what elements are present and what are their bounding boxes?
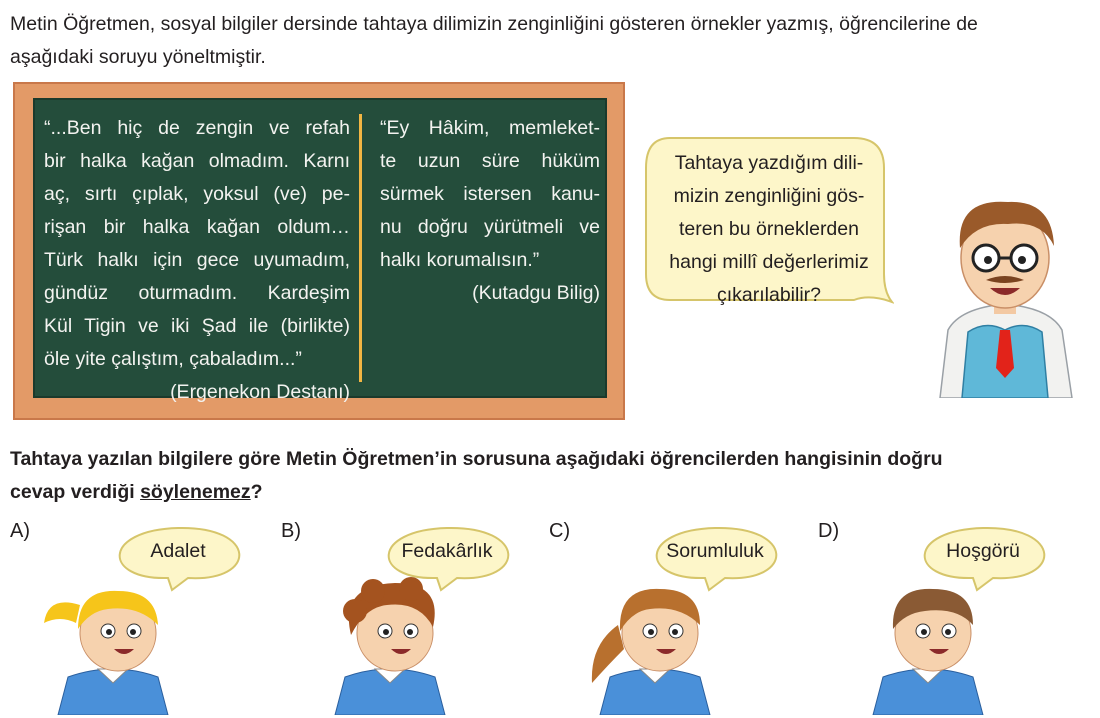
student-d-illustration (853, 565, 1003, 715)
board-divider (359, 114, 362, 382)
question-mark: ? (250, 481, 263, 503)
option-b-letter[interactable]: B) (281, 520, 301, 542)
quote-line: sürmek istersen kanu- (380, 183, 600, 205)
quote-line: bir halka kağan olmadım. Karnı (44, 150, 350, 172)
bubble-line: mizin zenginliğini gös- (673, 185, 865, 207)
chalkboard (33, 98, 607, 403)
quote-line: halkı korumalısın.” (380, 249, 540, 271)
student-b-illustration (315, 565, 465, 715)
student-a-illustration (38, 565, 188, 715)
quote-line: Türk halkı için gece uyumadım, (44, 249, 350, 271)
option-d-letter[interactable]: D) (818, 520, 840, 542)
question-line-1: Tahtaya yazılan bilgilere göre Metin Öğretmen’in sorusuna aşağıdaki öğrencilerden hangisinin doğru (10, 448, 943, 470)
intro-text (10, 8, 1095, 74)
quote-line: aç, sırtı çıplak, yoksul (ve) pe- (44, 183, 350, 205)
quote-line: nu doğru yürütmeli ve (380, 216, 600, 238)
quote-line: gündüz oturmadım. Kardeşim (44, 282, 350, 304)
quote-line: te uzun süre hüküm (380, 150, 600, 172)
question-text (10, 443, 1095, 509)
quote-line: Kül Tigin ve iki Şad ile (birlikte) (44, 315, 350, 337)
question-line-2: cevap verdiği (10, 481, 141, 503)
quote-line: öle yite çalıştım, çabaladım...” (44, 348, 302, 370)
quote-source: (Ergenekon Destanı) (170, 381, 350, 403)
option-c-answer: Sorumluluk (666, 540, 764, 562)
bubble-line: çıkarılabilir? (716, 284, 822, 306)
option-b-answer: Fedakârlık (401, 540, 493, 562)
option-a-letter[interactable]: A) (10, 520, 30, 542)
bubble-line: Tahtaya yazdığım dili- (674, 152, 864, 174)
bubble-line: hangi millî değerlerimiz (669, 251, 869, 273)
kutadgu-quote (380, 112, 600, 310)
intro-line-2: aşağıdaki soruyu yöneltmiştir. (10, 46, 266, 68)
option-c-letter[interactable]: C) (549, 520, 571, 542)
quote-source: (Kutadgu Bilig) (472, 282, 600, 304)
question-negative: söylenemez (140, 481, 251, 503)
option-a-answer: Adalet (150, 540, 206, 562)
quote-line: rişan bir halka kağan oldum… (44, 216, 350, 238)
quote-line: “...Ben hiç de zengin ve refah (44, 117, 350, 139)
ergenekon-quote (44, 112, 350, 409)
bubble-line: teren bu örneklerden (679, 218, 859, 240)
option-d-answer: Hoşgörü (946, 540, 1020, 562)
student-c-illustration (580, 565, 730, 715)
teacher-illustration (930, 180, 1080, 398)
chalkboard-frame (13, 82, 625, 420)
teacher-question (655, 147, 883, 312)
intro-line-1: Metin Öğretmen, sosyal bilgiler dersinde tahtaya dilimizin zenginliğini gösteren örnekler yazmış, öğrencilerine de (10, 13, 978, 35)
quote-line: “Ey Hâkim, memleket- (380, 117, 600, 139)
